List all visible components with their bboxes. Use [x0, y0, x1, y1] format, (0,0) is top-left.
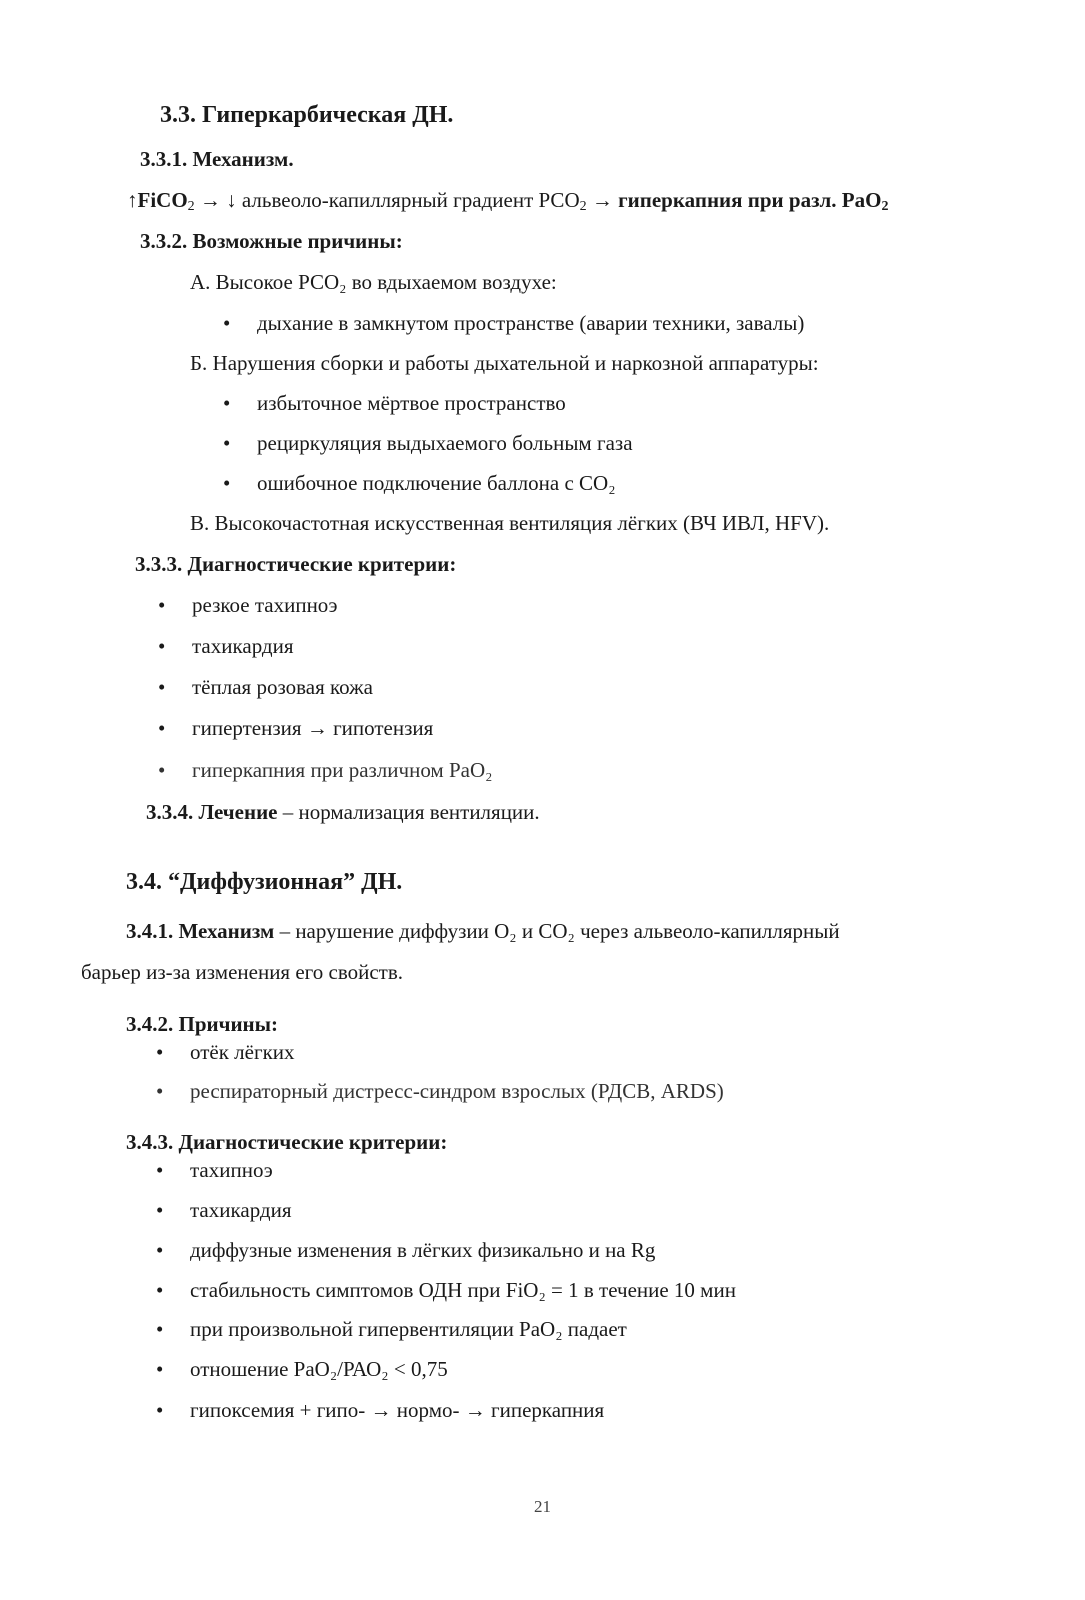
mechanism-line-part2: → ↓ альвеоло-капиллярный градиент РСО: [194, 188, 580, 212]
section-3-4-title: 3.4. “Диффузионная” ДН.: [126, 869, 403, 895]
treatment-heading: 3.3.4. Лечение: [146, 800, 278, 824]
list-item: • ошибочное подключение баллона с СО₂: [257, 470, 616, 496]
section-3-3-title: 3.3. Гиперкарбическая ДН.: [160, 102, 454, 128]
treatment-line: [146, 799, 540, 825]
mechanism-line: [127, 187, 888, 213]
list-item: • гипертензия → гипотензия: [192, 715, 433, 741]
list-item: • стабильность симптомов ОДН при FiO₂ = 1 в течение 10 мин: [190, 1277, 736, 1303]
mechanism-line-part1: ↑FiCO: [127, 188, 188, 212]
mechanism-heading: 3.3.1. Механизм.: [140, 147, 294, 171]
list-item: • гиперкапния при различном РаО₂: [192, 757, 492, 783]
list-item: • тёплая розовая кожа: [192, 674, 373, 700]
cause-c: В. Высокочастотная искусственная вентиляция лёгких (ВЧ ИВЛ, HFV).: [190, 511, 830, 535]
causes-heading: 3.3.2. Возможные причины:: [140, 229, 403, 253]
diffusion-diagnostic-heading: 3.4.3. Диагностические критерии:: [126, 1130, 448, 1154]
diffusion-mechanism-heading: 3.4.1. Механизм: [126, 919, 275, 943]
list-item: • отёк лёгких: [190, 1039, 295, 1065]
list-item: • рециркуляция выдыхаемого больным газа: [257, 430, 633, 456]
diffusion-mechanism-text-cont: барьер из-за изменения его свойств.: [81, 960, 403, 984]
sub: 2: [187, 199, 195, 214]
list-item: • избыточное мёртвое пространство: [257, 390, 566, 416]
list-item: • при произвольной гипервентиляции РаО₂ падает: [190, 1316, 627, 1342]
list-item: • резкое тахипноэ: [192, 592, 338, 618]
diagnostic-heading: 3.3.3. Диагностические критерии:: [135, 552, 457, 576]
diffusion-mechanism-line: [126, 918, 840, 944]
list-item: • респираторный дистресс-синдром взрослых (РДСВ, ARDS): [190, 1078, 724, 1104]
sub: 2: [881, 199, 889, 214]
page-number: 21: [534, 1497, 551, 1516]
mechanism-line-part3: →: [586, 188, 619, 212]
cause-b: Б. Нарушения сборки и работы дыхательной и наркозной аппаратуры:: [190, 351, 819, 375]
list-item: • дыхание в замкнутом пространстве (аварии техники, завалы): [257, 310, 804, 336]
list-item: • тахикардия: [190, 1197, 292, 1223]
list-item: • отношение РаО₂/РАО₂ < 0,75: [190, 1356, 448, 1382]
diffusion-causes-heading: 3.4.2. Причины:: [126, 1012, 279, 1036]
treatment-text: – нормализация вентиляции.: [277, 800, 540, 824]
mechanism-line-bold: гиперкапния при разл. РаО: [618, 188, 882, 212]
cause-a: А. Высокое РСО₂ во вдыхаемом воздухе:: [190, 270, 557, 294]
diffusion-mechanism-text: – нарушение диффузии О₂ и СО₂ через альвеоло-капиллярный: [274, 919, 840, 943]
list-item: • гипоксемия + гипо- → нормо- → гиперкапния: [190, 1397, 604, 1423]
list-item: • диффузные изменения в лёгких физикально и на Rg: [190, 1237, 655, 1263]
sub: 2: [579, 199, 587, 214]
list-item: • тахикардия: [192, 633, 294, 659]
list-item: • тахипноэ: [190, 1157, 273, 1183]
